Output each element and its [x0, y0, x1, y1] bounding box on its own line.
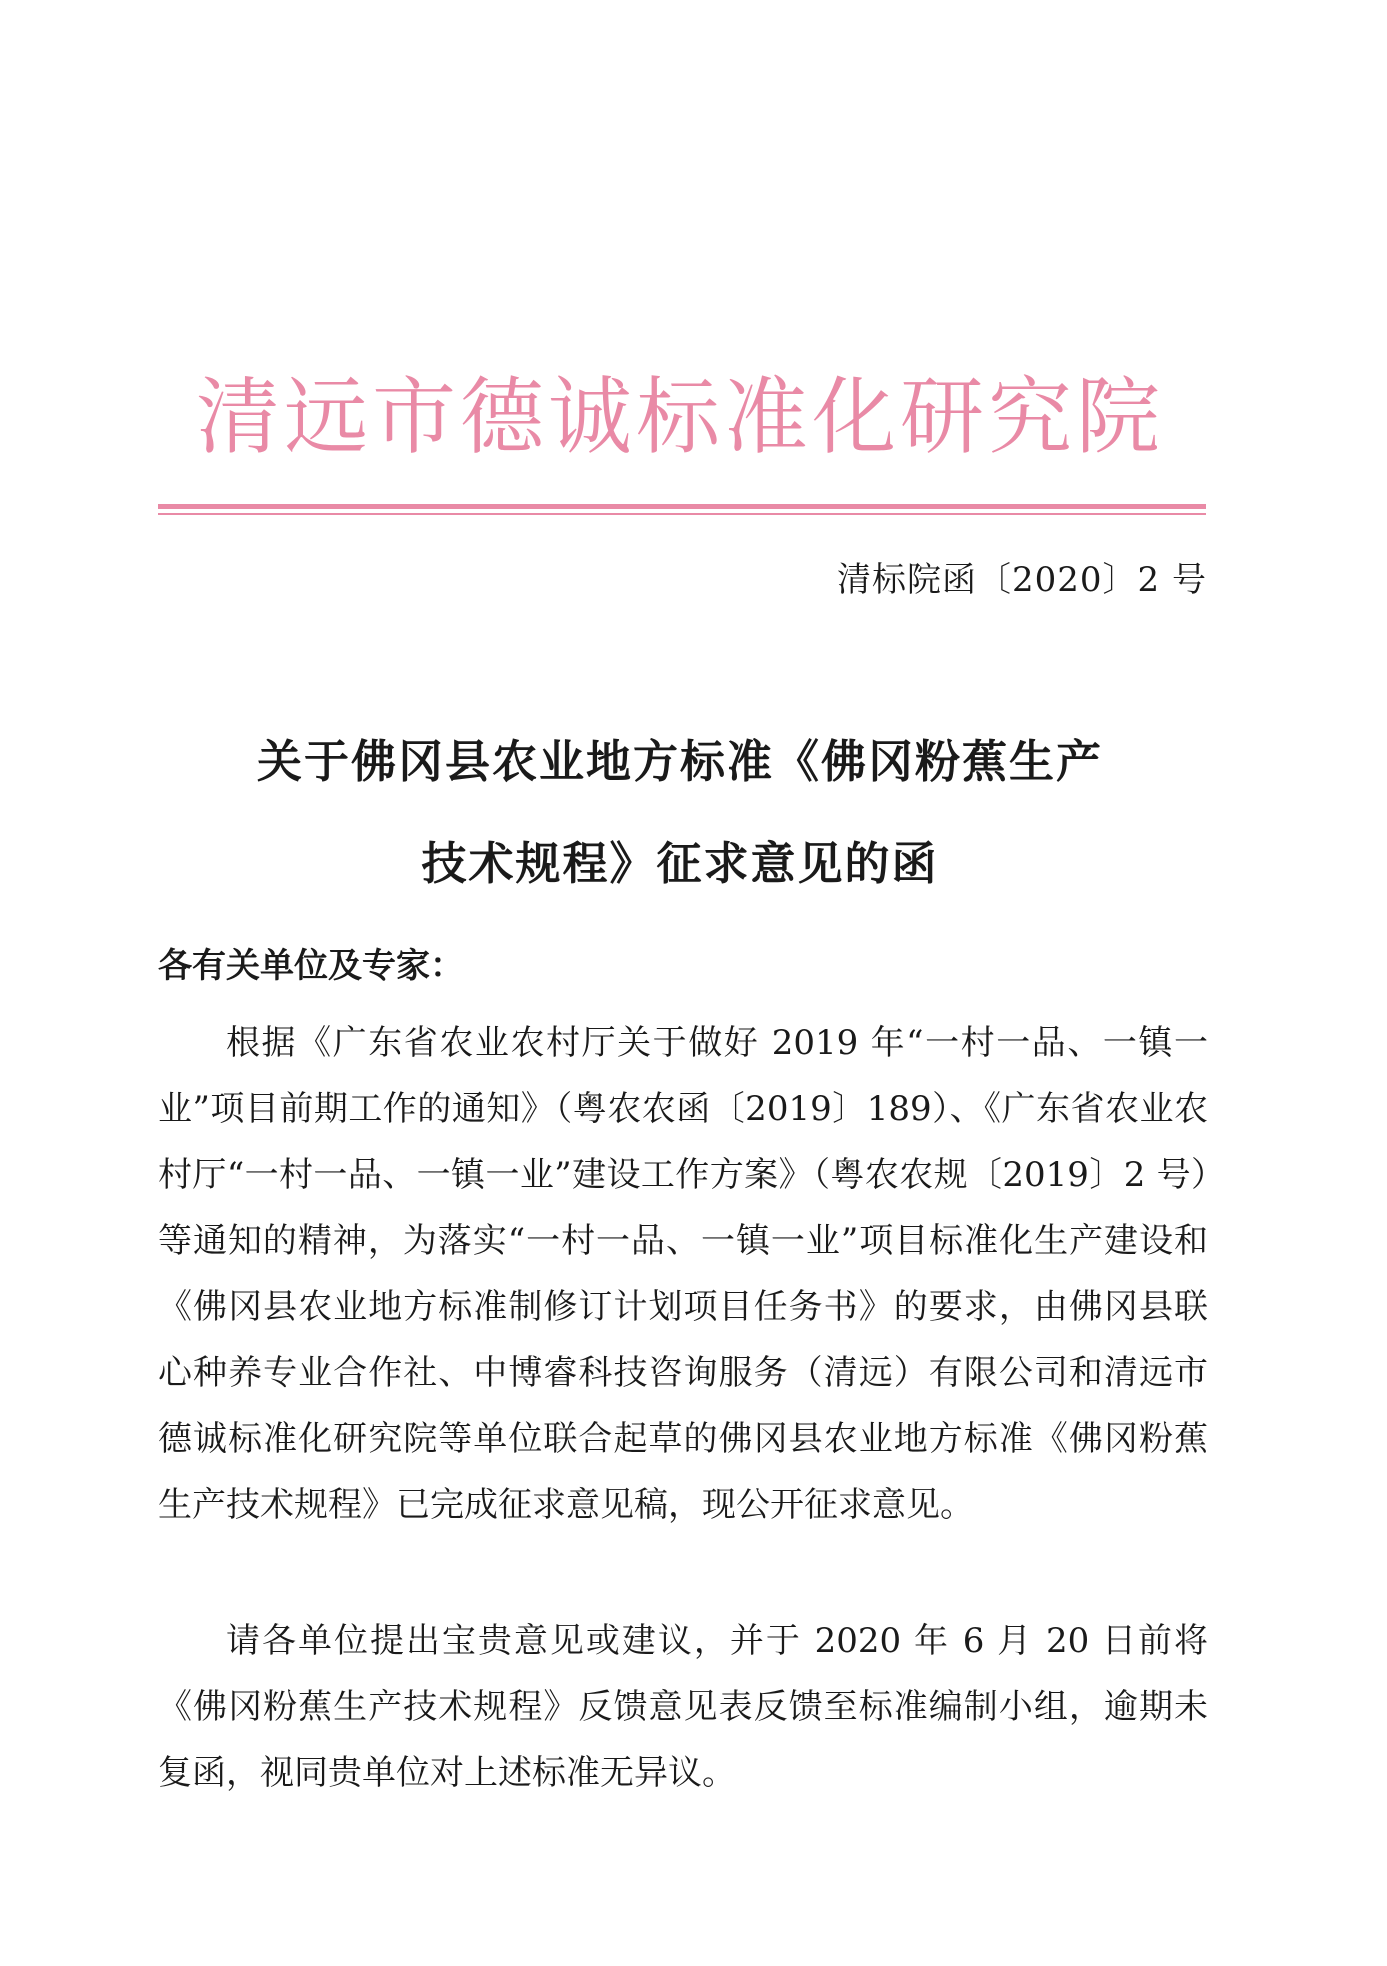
- document-title-line-1: 关于佛冈县农业地方标准《佛冈粉蕉生产: [256, 735, 1103, 788]
- body-paragraph-2: 请各单位提出宝贵意见或建议，并于 2020 年 6 月 20 日前将《佛冈粉蕉生产技术规程》反馈意见表反馈至标准编制小组，逾期未复函，视同贵单位对上述标准无异议。: [158, 1621, 1208, 1793]
- body-paragraph-1: 根据《广东省农业农村厅关于做好 2019 年“一村一品、一镇一业”项目前期工作的通知》（粤农农函〔2019〕189）、《广东省农业农村厅“一村一品、一镇一业”建设工作方案》（粤农农规〔2019〕2 号）等通知的精神，为落实“一村一品、一镇一业”项目标准化生产建设和《佛冈县农业地方标准制修订计划项目任务书》的要求，由佛冈县联心种养专业合作社、中博睿科技咨询服务（清远）有限公司和清远市德诚标准化研究院等单位联合起草的佛冈县农业地方标准《佛冈粉蕉生产技术规程》已完成征求意见稿，现公开征求意见。: [158, 1023, 1208, 1525]
- letterhead-org-name: 清远市德诚标准化研究院: [195, 368, 1164, 466]
- document-number: 清标院函〔2020〕2 号: [837, 560, 1207, 600]
- document-title-line-2: 技术规程》征求意见的函: [421, 837, 939, 890]
- letterhead-rule-thin: [158, 513, 1206, 515]
- salutation: 各有关单位及专家：: [158, 946, 464, 986]
- letterhead-rule-thick: [158, 504, 1206, 509]
